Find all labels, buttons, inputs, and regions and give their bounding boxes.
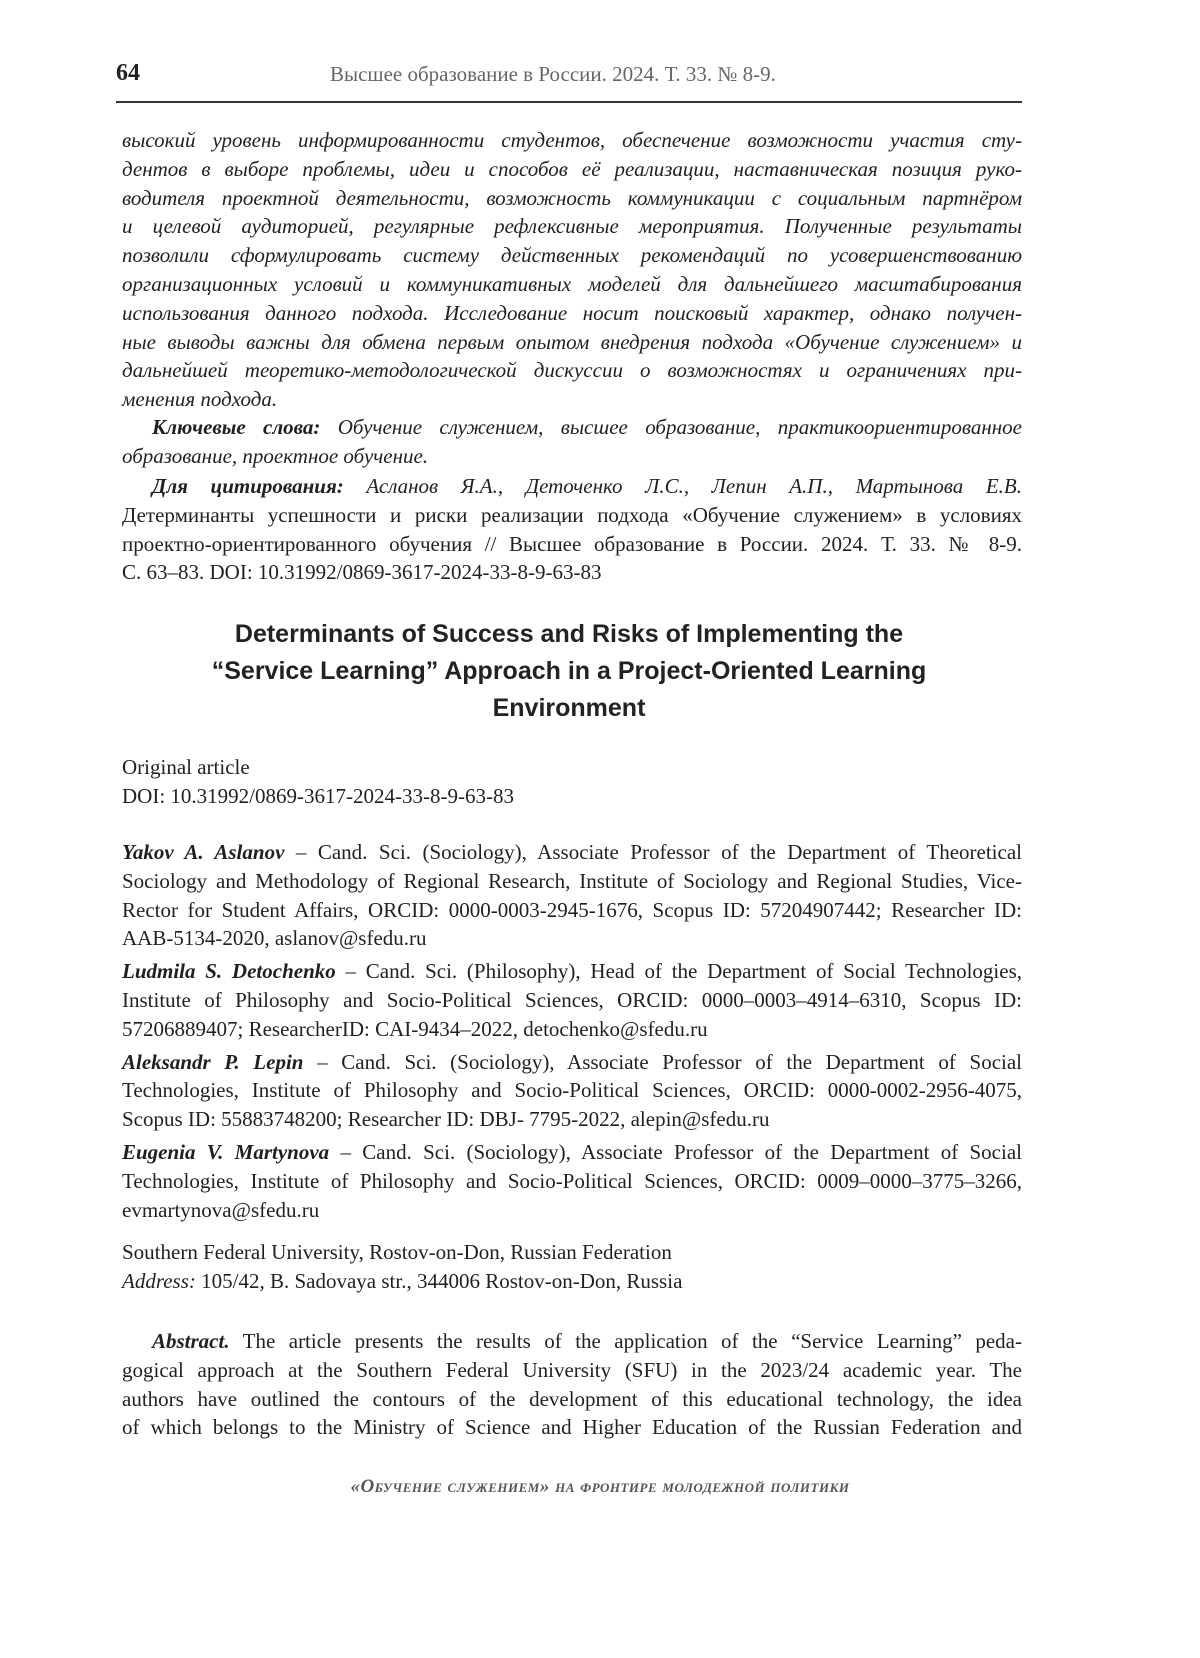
article-title-en (116, 616, 1022, 727)
text-line: и целевой аудиторией, регулярные рефлексивные мероприятия. Полученные результаты (122, 214, 1022, 239)
author-name: Ludmila S. Detochenko (122, 959, 336, 984)
text-line: Детерминанты успешности и риски реализации подхода «Обучение служением» в условиях (122, 502, 1022, 527)
address-text: 105/42, B. Sadovaya str., 344006 Rostov-on-Don, Russia (195, 1268, 683, 1293)
text-line: дентов в выборе проблемы, идеи и способов её реализации, наставническая позиция руко- (122, 156, 1022, 181)
author-info-line: Institute of Philosophy and Socio-Political Sciences, ORCID: 0000–0003–4914–6310, Scopus ID: (122, 987, 1022, 1012)
article-doi: DOI: 10.31992/0869-3617-2024-33-8-9-63-83 (122, 783, 514, 808)
text-line: ные выводы важны для обмена первым опытом внедрения подхода «Обучение служением» и (122, 329, 1022, 354)
text-line: gogical approach at the Southern Federal University (SFU) in the 2023/24 academic year. The (122, 1357, 1022, 1382)
text-line: authors have outlined the contours of the development of this educational technology, the idea (122, 1386, 1022, 1411)
abstract-ru-continuation (122, 126, 1022, 414)
text-line: of which belongs to the Ministry of Science and Higher Education of the Russian Federation and (122, 1415, 1022, 1440)
author-info: – Cand. Sci. (Sociology), Associate Professor of the Department of Social (329, 1139, 1022, 1164)
author-first-line (122, 1138, 1022, 1167)
text-line: проектно-ориентированного обучения // Высшее образование в России. 2024. Т. 33. № 8-9. (122, 531, 1022, 556)
author-info-line: evmartynova@sfedu.ru (122, 1197, 320, 1222)
keywords-label: Ключевые слова: (152, 415, 321, 439)
title-line: Environment (492, 694, 646, 722)
text-line: высокий уровень информированности студентов, обеспечение возможности участия сту- (122, 128, 1022, 152)
citation-label: Для цитирования: (152, 474, 344, 498)
author-info-line: Scopus ID: 55883748200; Researcher ID: DBJ- 7795-2022, alepin@sfedu.ru (122, 1107, 770, 1132)
abstract-text: The article presents the results of the application of the “Service Learning” peda- (229, 1329, 1022, 1353)
citation-rest (122, 501, 1022, 587)
author-info-line: AAB-5134-2020, aslanov@sfedu.ru (122, 926, 427, 951)
abstract-label: Abstract. (152, 1329, 230, 1353)
address-label: Address: (122, 1268, 196, 1293)
abstract-first-line (122, 1327, 1022, 1356)
text-line: менения подхода. (122, 387, 278, 412)
title-line: Determinants of Success and Risks of Implementing the (234, 620, 904, 648)
page-number: 64 (116, 60, 140, 86)
running-footer: «Обучение служением» на фронтире молодежной политики (350, 1476, 850, 1497)
keywords-text: Обучение служением, высшее образование, практикоориентированное (320, 415, 1022, 439)
university: Southern Federal University, Rostov-on-Don, Russian Federation (122, 1240, 672, 1264)
address (122, 1267, 1022, 1296)
text-line: дальнейшей теоретико-методологической дискуссии о возможностях и ограничениях при- (122, 358, 1022, 383)
author-first-line (122, 1048, 1022, 1077)
author-info-line: Technologies, Institute of Philosophy and Socio-Political Sciences, ORCID: 0000-0002-2956-4075, (122, 1078, 1022, 1103)
author-info-line: 57206889407; ResearcherID: CAI-9434–2022, detochenko@sfedu.ru (122, 1016, 708, 1041)
article-type: Original article (122, 755, 250, 779)
keywords-rest (122, 442, 1022, 471)
author-info: – Cand. Sci. (Philosophy), Head of the Department of Social Technologies, (335, 959, 1022, 984)
author-entry (122, 1048, 1022, 1134)
text-line: организационных условий и коммуникативных моделей для дальнейшего масштабирования (122, 271, 1022, 296)
author-info-line: Technologies, Institute of Philosophy and Socio-Political Sciences, ORCID: 0009–0000–3775–3266, (122, 1168, 1022, 1193)
header-divider (116, 101, 1022, 103)
author-info: – Cand. Sci. (Sociology), Associate Professor of the Department of Theoretical (284, 840, 1022, 864)
text-line: образование, проектное обучение. (122, 443, 429, 468)
keywords-ru (122, 413, 1022, 471)
text-line: С. 63–83. DOI: 10.31992/0869-3617-2024-33-8-9-63-83 (122, 560, 602, 585)
text-line: водителя проектной деятельности, возможность коммуникации с социальным партнёром (122, 185, 1022, 210)
author-name: Aleksandr P. Lepin (122, 1049, 304, 1074)
abstract-rest (122, 1356, 1022, 1442)
author-entry (122, 957, 1022, 1043)
author-name: Eugenia V. Martynova (122, 1139, 330, 1164)
author-entry (122, 838, 1022, 953)
keywords-first-line (122, 413, 1022, 442)
running-header: Высшее образование в России. 2024. Т. 33. № 8-9. (330, 62, 776, 86)
author-info-line: Sociology and Methodology of Regional Research, Institute of Sociology and Regional Studies, Vice- (122, 868, 1022, 893)
affiliation (122, 1238, 1022, 1296)
article-meta (122, 753, 1022, 811)
citation-first-line (122, 472, 1022, 501)
citation-ru (122, 472, 1022, 587)
title-line: “Service Learning” Approach in a Project-Oriented Learning (211, 657, 927, 685)
text-line: позволили сформулировать систему действенных рекомендаций по усовершенствованию (122, 243, 1022, 268)
author-info-line: Rector for Student Affairs, ORCID: 0000-0003-2945-1676, Scopus ID: 57204907442; Researcher ID: (122, 897, 1022, 922)
authors-list (122, 838, 1022, 1228)
text-line: использования данного подхода. Исследование носит поисковый характер, однако получен- (122, 300, 1022, 325)
author-first-line (122, 957, 1022, 986)
author-first-line (122, 838, 1022, 867)
author-info: – Cand. Sci. (Sociology), Associate Professor of the Department of Social (303, 1049, 1023, 1074)
abstract-en (122, 1327, 1022, 1442)
citation-authors: Асланов Я.А., Деточенко Л.С., Лепин А.П., Мартынова Е.В. (343, 474, 1023, 498)
author-entry (122, 1138, 1022, 1224)
author-name: Yakov A. Aslanov (122, 840, 285, 864)
